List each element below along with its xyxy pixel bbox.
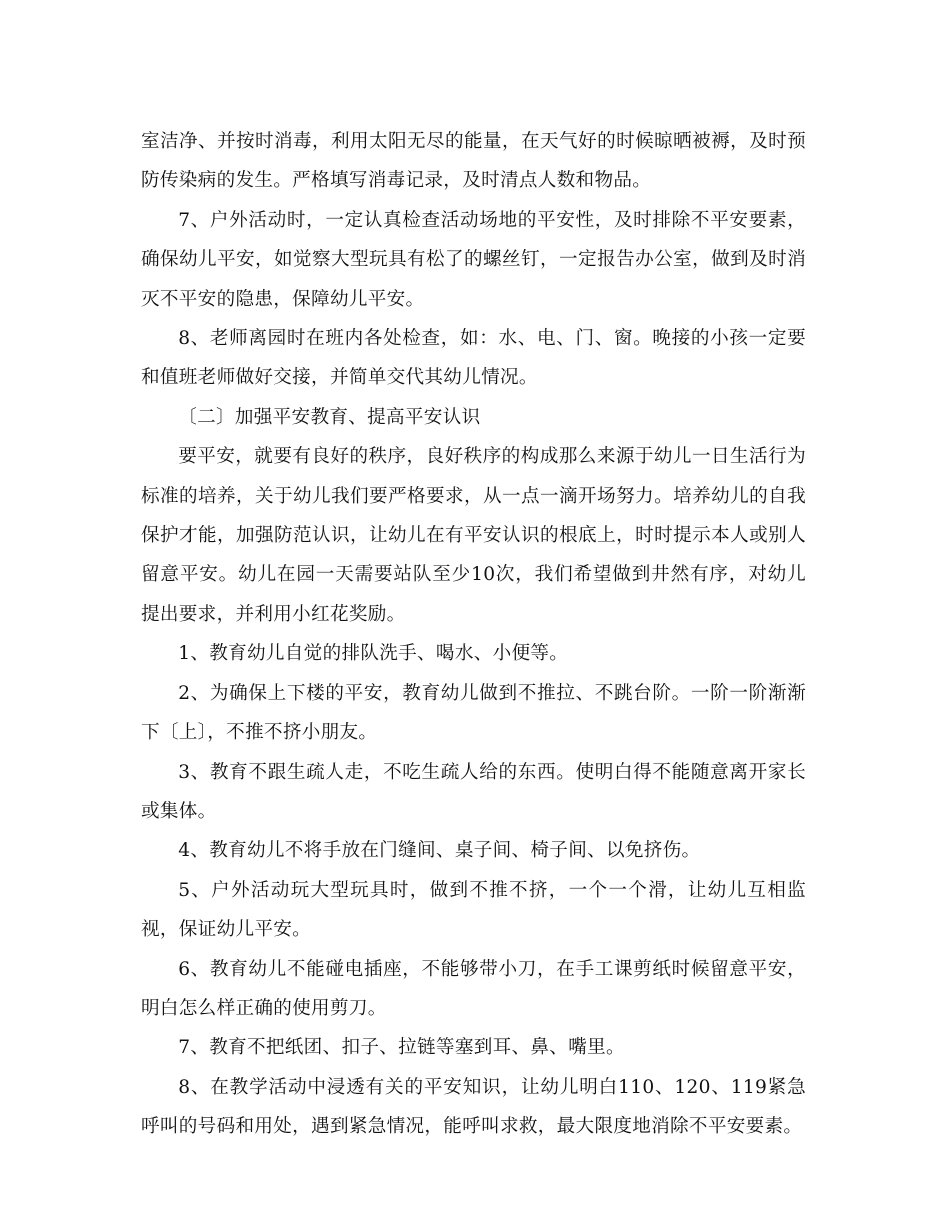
list-item-4: 4、教育幼儿不将手放在门缝间、桌子间、椅子间、以免挤伤。 xyxy=(178,840,701,862)
list-item-8: 8、在教学活动中浸透有关的平安知识，让幼儿明白110、120、119紧急呼叫的号码和用处，遇到紧急情况，能呼叫求救，最大限度地消除不平安要素。 xyxy=(141,1076,806,1138)
paragraph-item-8: 8、老师离园时在班内各处检查，如：水、电、门、窗。晚接的小孩一定要和值班老师做好交接，并简单交代其幼儿情况。 xyxy=(141,328,806,389)
document-body xyxy=(141,122,806,1147)
list-item-6: 6、教育幼儿不能碰电插座，不能够带小刀，在手工课剪纸时候留意平安，明白怎么样正确的使用剪刀。 xyxy=(141,958,806,1019)
list-item-5: 5、户外活动玩大型玩具时，做到不推不挤，一个一个滑，让幼儿互相监视，保证幼儿平安。 xyxy=(141,879,806,941)
section-heading: 〔二〕加强平安教育、提高平安认识 xyxy=(178,406,481,428)
paragraph-continued: 室洁净、并按时消毒，利用太阳无尽的能量，在天气好的时候晾晒被褥，及时预防传染病的发生。严格填写消毒记录，及时清点人数和物品。 xyxy=(141,131,806,192)
list-item-2: 2、为确保上下楼的平安，教育幼儿做到不推拉、不跳台阶。一阶一阶渐渐下〔上〕，不推不挤小朋友。 xyxy=(141,682,806,744)
paragraph-intro: 要平安，就要有良好的秩序，良好秩序的构成那么来源于幼儿一日生活行为标准的培养，关于幼儿我们要严格要求，从一点一滴开场努力。培养幼儿的自我保护才能，加强防范认识，让幼儿在有平安认识的根底上，时时提示本人或别人留意平安。幼儿在园一天需要站队至少10次，我们希望做到井然有序，对幼儿提出要求，并利用小红花奖励。 xyxy=(141,446,806,625)
list-item-3: 3、教育不跟生疏人走，不吃生疏人给的东西。使明白得不能随意离开家长或集体。 xyxy=(141,761,806,822)
list-item-1: 1、教育幼儿自觉的排队洗手、喝水、小便等。 xyxy=(178,643,569,665)
paragraph-item-7: 7、户外活动时，一定认真检查活动场地的平安性，及时排除不平安要素，确保幼儿平安，如觉察大型玩具有松了的螺丝钉，一定报告办公室，做到及时消灭不平安的隐患，保障幼儿平安。 xyxy=(141,209,806,310)
list-item-7: 7、教育不把纸团、扣子、拉链等塞到耳、鼻、嘴里。 xyxy=(178,1037,625,1059)
